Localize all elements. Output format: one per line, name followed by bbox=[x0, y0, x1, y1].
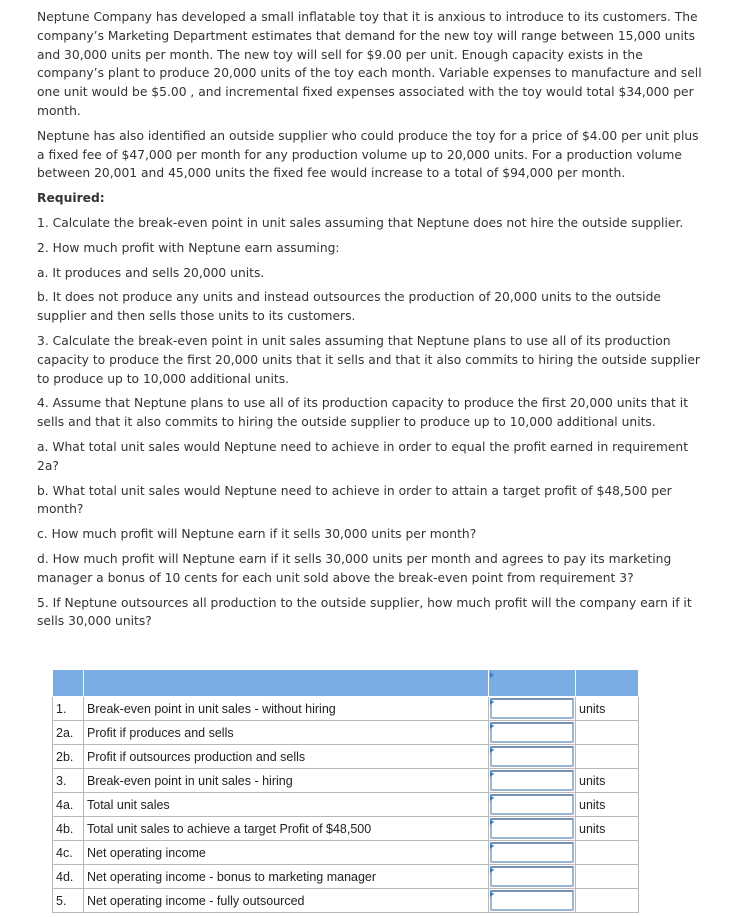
unit-label: units bbox=[576, 697, 639, 721]
requirement-item: b. What total unit sales would Neptune need to achieve in order to attain a target profit of $48,500 per month? bbox=[37, 483, 672, 517]
row-number: 4b. bbox=[53, 817, 84, 841]
row-number: 4a. bbox=[53, 793, 84, 817]
paragraph-supplier: Neptune has also identified an outside supplier who could produce the toy for a price of $4.00 per unit plus a fixed fee of $47,000 per month for any production volume up to 20,000 units. For a production volume between 20,001 and 45,000 units the fixed fee would increase to a total of $94,000 per month. bbox=[37, 128, 699, 181]
requirement-item: 5. If Neptune outsources all production to the outside supplier, how much profit will the company earn if it sells 30,000 units? bbox=[37, 595, 692, 629]
table-row bbox=[53, 769, 639, 793]
row-label: Net operating income - fully outsourced bbox=[84, 889, 489, 913]
unit-label: units bbox=[576, 817, 639, 841]
requirement-item: 2. How much profit with Neptune earn assuming: bbox=[37, 240, 340, 255]
answer-input[interactable] bbox=[490, 770, 574, 791]
problem-text bbox=[37, 8, 707, 637]
table-row bbox=[53, 889, 639, 913]
table-row bbox=[53, 817, 639, 841]
unit-label bbox=[576, 745, 639, 769]
row-number: 4d. bbox=[53, 865, 84, 889]
row-label: Total unit sales bbox=[84, 793, 489, 817]
requirement-item: b. It does not produce any units and instead outsources the production of 20,000 units to the outside supplier and then sells those units to its customers. bbox=[37, 290, 661, 324]
row-label: Total unit sales to achieve a target Profit of $48,500 bbox=[84, 817, 489, 841]
row-number: 4c. bbox=[53, 841, 84, 865]
unit-label: units bbox=[576, 793, 639, 817]
unit-label bbox=[576, 721, 639, 745]
answer-input[interactable] bbox=[490, 890, 574, 911]
row-number: 5. bbox=[53, 889, 84, 913]
row-label: Net operating income bbox=[84, 841, 489, 865]
required-heading: Required: bbox=[37, 191, 105, 206]
table-header bbox=[53, 670, 639, 697]
answer-input[interactable] bbox=[490, 866, 574, 887]
row-label: Break-even point in unit sales - without hiring bbox=[84, 697, 489, 721]
row-label: Net operating income - bonus to marketing manager bbox=[84, 865, 489, 889]
row-label: Profit if outsources production and sells bbox=[84, 745, 489, 769]
unit-label bbox=[576, 841, 639, 865]
table-row bbox=[53, 721, 639, 745]
unit-label bbox=[576, 889, 639, 913]
row-number: 2b. bbox=[53, 745, 84, 769]
row-label: Break-even point in unit sales - hiring bbox=[84, 769, 489, 793]
table-row bbox=[53, 865, 639, 889]
answer-input[interactable] bbox=[490, 698, 574, 719]
paragraph-intro: Neptune Company has developed a small inflatable toy that it is anxious to introduce to its customers. The company’s Marketing Department estimates that demand for the new toy will range between 15,000 units and 30,000 units per month. The new toy will sell for $9.00 per unit. Enough capacity exists in the company’s plant to produce 20,000 units of the toy each month. Variable expenses to manufacture and sell one unit would be $5.00 , and incremental fixed expenses associated with the toy would total $34,000 per month. bbox=[37, 10, 702, 118]
requirement-item: c. How much profit will Neptune earn if it sells 30,000 units per month? bbox=[37, 527, 477, 542]
table-row bbox=[53, 697, 639, 721]
row-number: 2a. bbox=[53, 721, 84, 745]
table-row bbox=[53, 793, 639, 817]
answer-input[interactable] bbox=[490, 746, 574, 767]
answer-input[interactable] bbox=[490, 842, 574, 863]
answer-input[interactable] bbox=[490, 722, 574, 743]
requirement-item: 3. Calculate the break-even point in unit sales assuming that Neptune plans to use all of its production capacity to produce the first 20,000 units that it sells and that it also commits to hiring the outside supplier to produce up to 10,000 additional units. bbox=[37, 333, 700, 386]
requirement-item: a. It produces and sells 20,000 units. bbox=[37, 265, 265, 280]
unit-label bbox=[576, 865, 639, 889]
table-row bbox=[53, 841, 639, 865]
requirement-item: 1. Calculate the break-even point in unit sales assuming that Neptune does not hire the outside supplier. bbox=[37, 215, 684, 230]
requirement-item: d. How much profit will Neptune earn if it sells 30,000 units per month and agrees to pay its marketing manager a bonus of 10 cents for each unit sold above the break-even point from requirement 3? bbox=[37, 551, 672, 585]
row-number: 1. bbox=[53, 697, 84, 721]
answer-table bbox=[52, 669, 639, 913]
unit-label: units bbox=[576, 769, 639, 793]
table-row bbox=[53, 745, 639, 769]
requirement-item: a. What total unit sales would Neptune need to achieve in order to equal the profit earned in requirement 2a? bbox=[37, 439, 689, 473]
answer-input[interactable] bbox=[490, 818, 574, 839]
requirement-item: 4. Assume that Neptune plans to use all of its production capacity to produce the first 20,000 units that it sells and that it also commits to hiring the outside supplier to produce up to 10,000 additional units. bbox=[37, 396, 689, 430]
answer-input[interactable] bbox=[490, 794, 574, 815]
row-label: Profit if produces and sells bbox=[84, 721, 489, 745]
row-number: 3. bbox=[53, 769, 84, 793]
